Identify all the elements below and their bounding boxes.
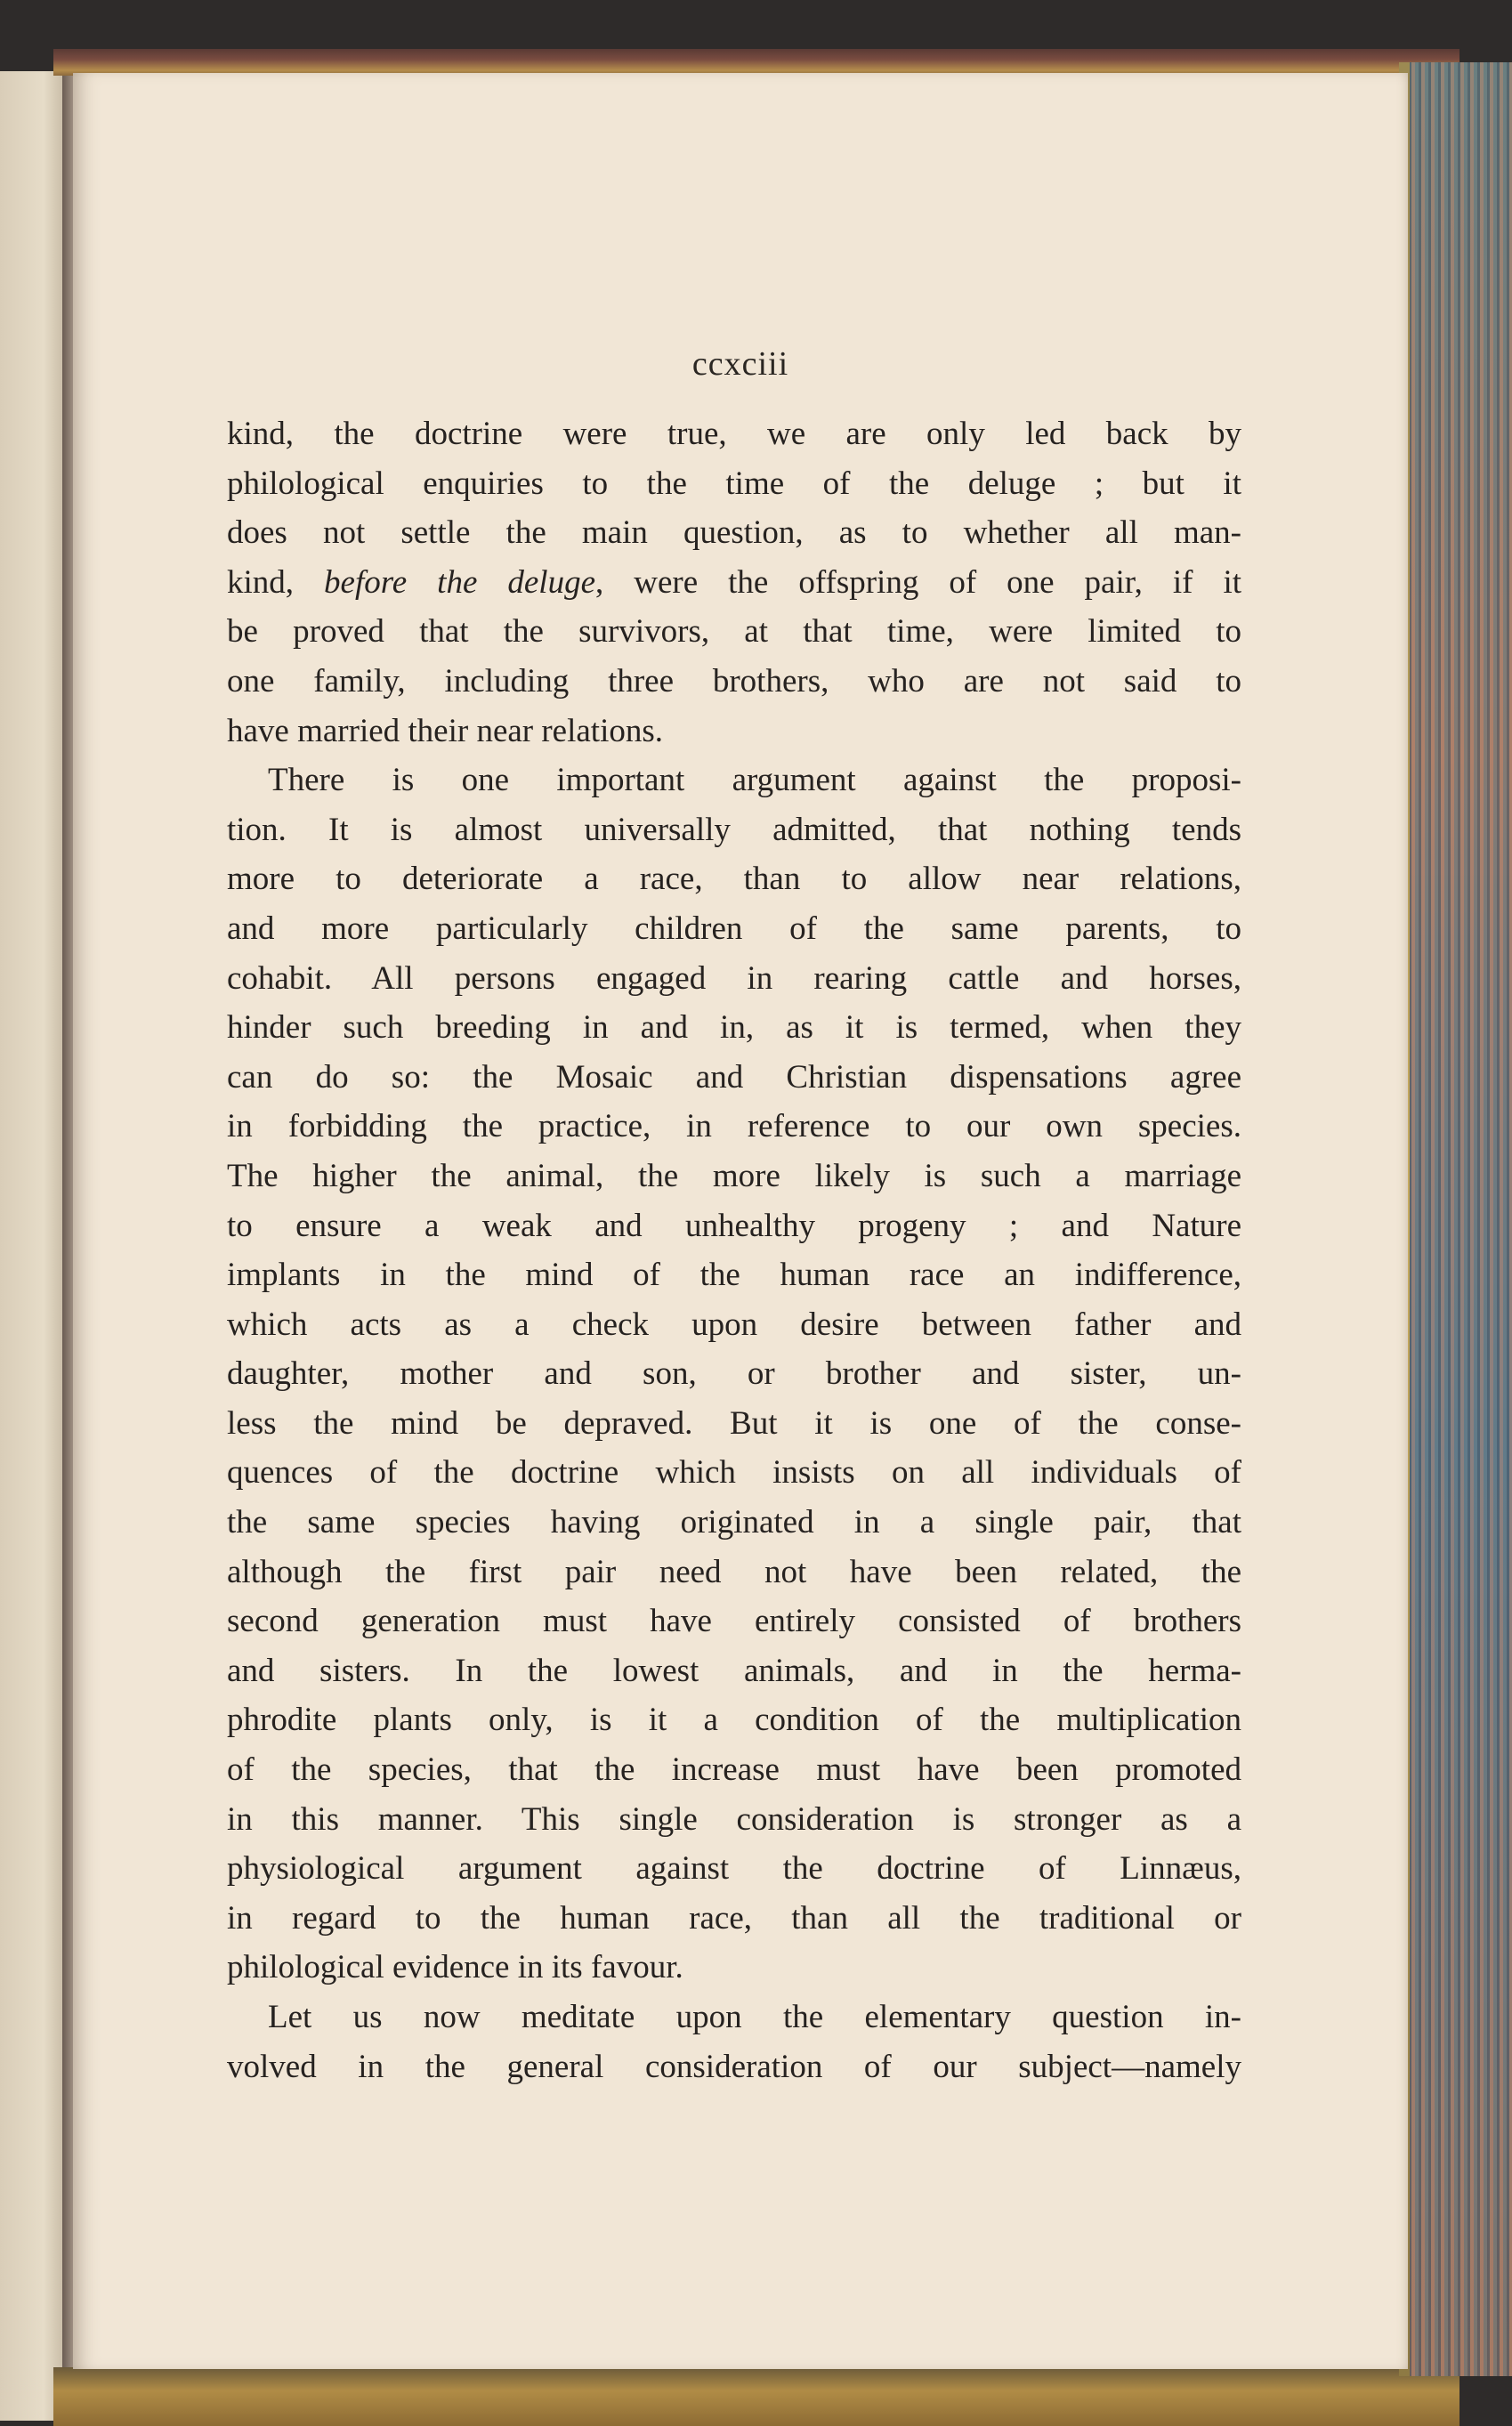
text-line: one family, including three brothers, who are not said to (227, 662, 1241, 699)
text-line: There is one important argument against the proposi- (268, 762, 1241, 799)
text-line: less the mind be depraved. But it is one of the conse- (227, 1404, 1241, 1442)
text-line: the same species having originated in a single pair, that (227, 1504, 1241, 1541)
page-number: ccxciii (691, 345, 789, 383)
text-span: , were the offspring of one pair, if it (595, 563, 1241, 601)
text-line: in regard to the human race, than all the traditional or (227, 1899, 1241, 1937)
text-line: cohabit. All persons engaged in rearing cattle and horses, (227, 959, 1241, 997)
text-line: The higher the animal, the more likely is such a marriage (227, 1157, 1241, 1194)
text-line: in forbidding the practice, in reference to our own species. (227, 1108, 1241, 1145)
text-line: tion. It is almost universally admitted, that nothing tends (227, 811, 1241, 848)
text-line: although the first pair need not have been related, the (227, 1553, 1241, 1590)
text-line: and sisters. In the lowest animals, and in the herma- (227, 1652, 1241, 1689)
text-line: philological evidence in its favour. (227, 1949, 683, 1986)
text-line: philological enquiries to the time of the deluge ; but it (227, 465, 1241, 502)
previous-page-edge (0, 71, 62, 2421)
text-line: and more particularly children of the same parents, to (227, 910, 1241, 947)
text-line: Let us now meditate upon the elementary question in- (268, 1999, 1241, 2035)
text-line (227, 558, 1241, 608)
text-line: implants in the mind of the human race an indifference, (227, 1257, 1241, 1294)
body-text (227, 409, 1241, 2091)
book-top-edge (53, 49, 1459, 76)
italic-phrase: before the deluge (324, 563, 596, 601)
book-bottom-edge (53, 2367, 1459, 2426)
text-line: in this manner. This single consideration is stronger as a (227, 1800, 1241, 1838)
text-line: phrodite plants only, is it a condition of the multiplication (227, 1702, 1241, 1739)
text-line: can do so: the Mosaic and Christian dispensations agree (227, 1058, 1241, 1096)
text-line: daughter, mother and son, or brother and sister, un- (227, 1355, 1241, 1393)
marbled-fore-edge (1399, 62, 1512, 2376)
text-line: have married their near relations. (227, 712, 664, 749)
text-line: kind, the doctrine were true, we are only led back by (227, 416, 1241, 452)
text-line: does not settle the main question, as to whether all man- (227, 514, 1241, 552)
text-line: hinder such breeding in and in, as it is termed, when they (227, 1009, 1241, 1047)
text-line: more to deteriorate a race, than to allow near relations, (227, 861, 1241, 898)
text-line: be proved that the survivors, at that time, were limited to (227, 613, 1241, 651)
text-line: volved in the general consideration of our subject—namely (227, 2048, 1241, 2085)
text-line: quences of the doctrine which insists on all individuals of (227, 1454, 1241, 1492)
text-line: of the species, that the increase must have been promoted (227, 1751, 1241, 1789)
text-span: kind, (227, 563, 325, 601)
text-line: second generation must have entirely consisted of brothers (227, 1603, 1241, 1640)
text-line: physiological argument against the doctrine of Linnæus, (227, 1850, 1241, 1888)
book-page (73, 73, 1408, 2369)
text-line: which acts as a check upon desire between father and (227, 1306, 1241, 1343)
text-line: to ensure a weak and unhealthy progeny ; and Nature (227, 1207, 1241, 1244)
